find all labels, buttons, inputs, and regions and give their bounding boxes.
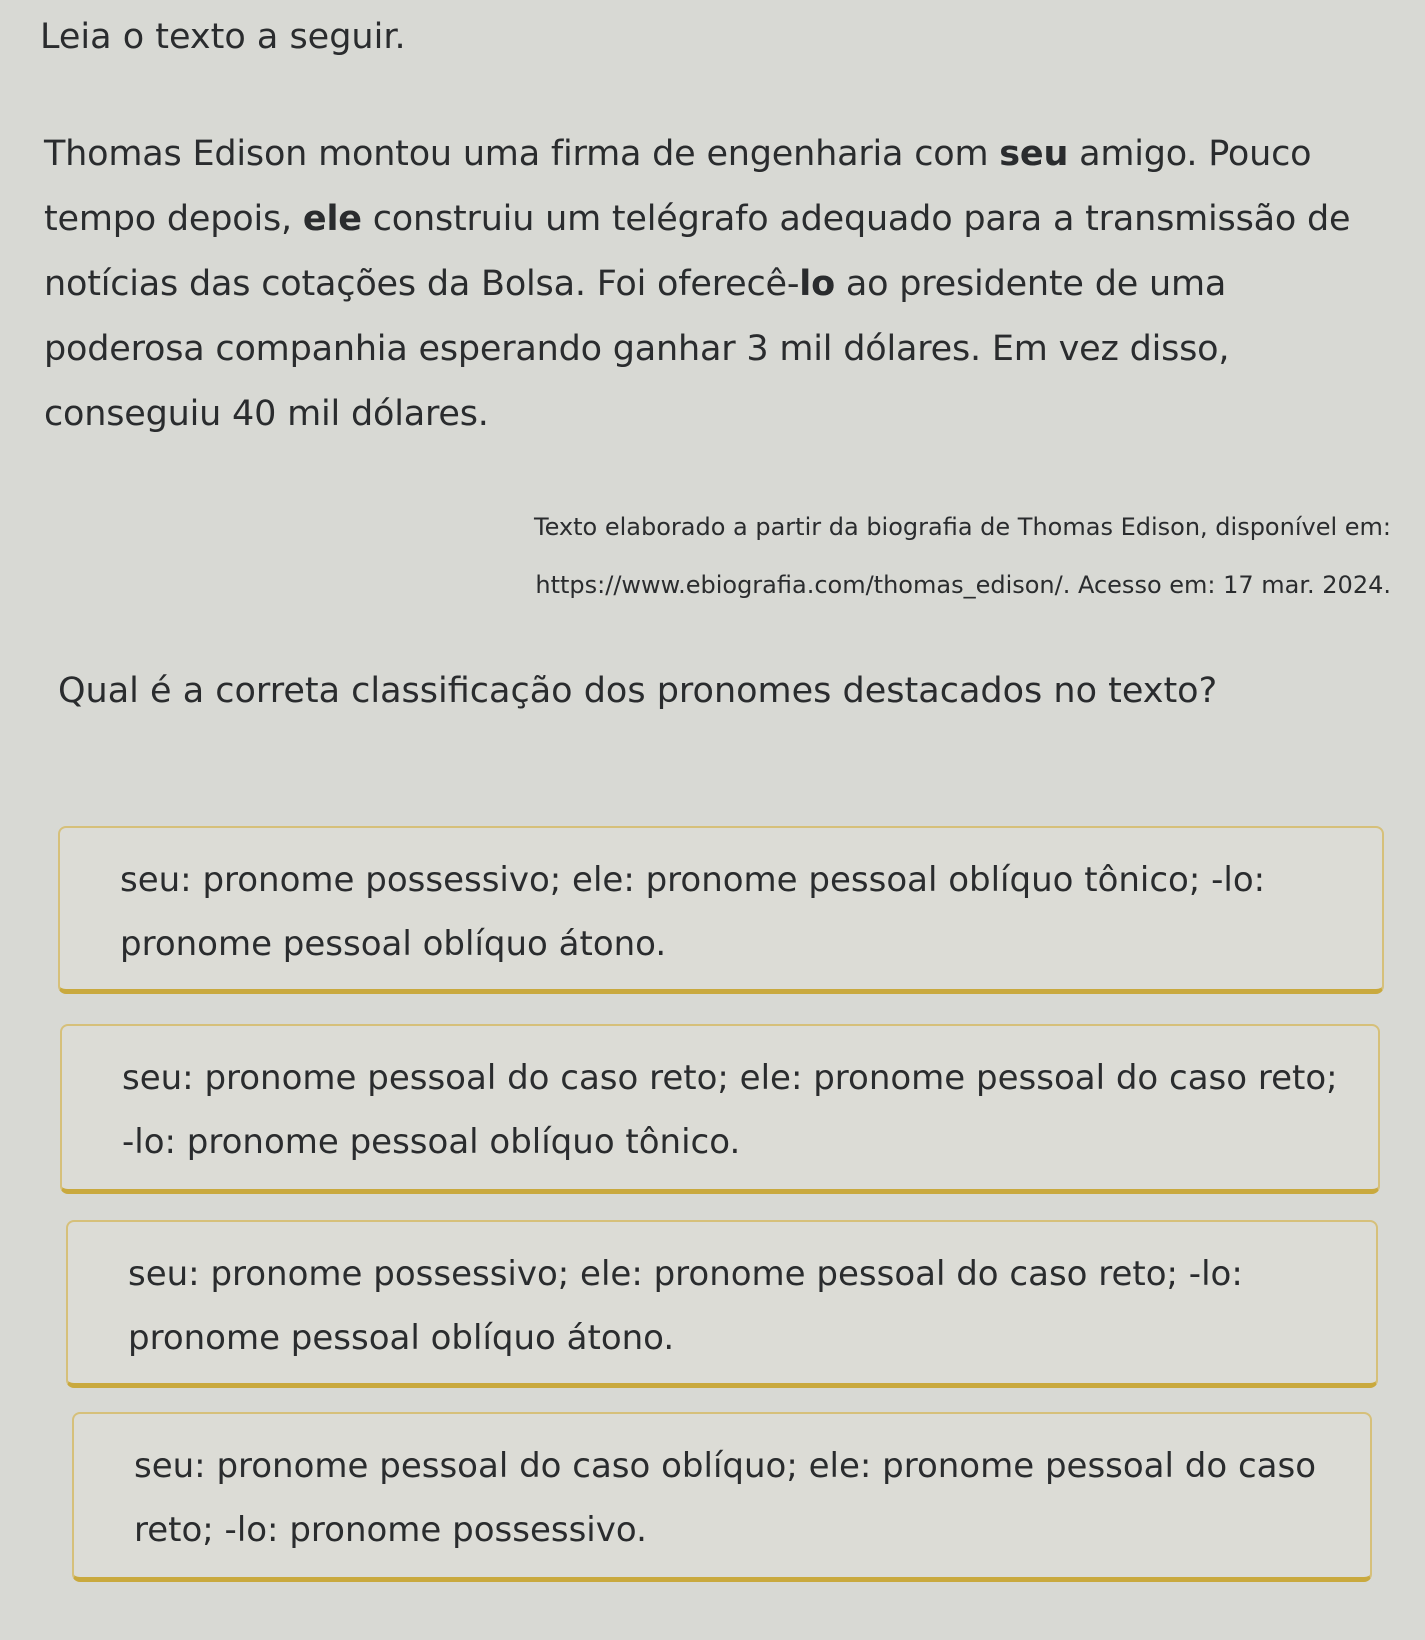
passage-text: Pouco tempo depois, bbox=[44, 134, 1312, 239]
source-url-line: https://www.ebiografia.com/thomas_edison/. Acesso em: 17 mar. 2024. bbox=[535, 571, 1391, 599]
highlighted-pronoun-seu: seu bbox=[999, 134, 1069, 174]
answer-option-2[interactable]: seu: pronome pessoal do caso reto; ele: pronome pessoal do caso reto; -lo: pronome pessoal oblíquo tônico. bbox=[60, 1024, 1380, 1194]
highlighted-pronoun-lo: lo bbox=[799, 264, 835, 304]
instruction-text: Leia o texto a seguir. bbox=[40, 17, 406, 57]
answer-option-1[interactable]: seu: pronome possessivo; ele: pronome pessoal oblíquo tônico; -lo: pronome pessoal oblíquo átono. bbox=[58, 826, 1384, 994]
passage-text: construiu um telégrafo adequado para a transmissão de notícias das cotações da Bolsa. Foi oferecê- bbox=[44, 199, 1351, 304]
passage-text: ao presidente de uma poderosa companhia esperando ganhar 3 mil dólares. Em vez disso, conseguiu 40 mil dólares. bbox=[44, 264, 1230, 434]
passage-text: amigo. bbox=[1068, 134, 1198, 174]
source-citation bbox=[391, 498, 1391, 614]
answer-option-3[interactable]: seu: pronome possessivo; ele: pronome pessoal do caso reto; -lo: pronome pessoal oblíquo átono. bbox=[66, 1220, 1378, 1388]
reading-passage bbox=[44, 122, 1374, 447]
answer-option-4[interactable]: seu: pronome pessoal do caso oblíquo; ele: pronome pessoal do caso reto; -lo: pronome possessivo. bbox=[72, 1412, 1372, 1582]
source-line: Texto elaborado a partir da biografia de Thomas Edison, disponível em: bbox=[534, 513, 1391, 541]
question-text: Qual é a correta classificação dos pronomes destacados no texto? bbox=[58, 671, 1218, 711]
passage-text: Thomas Edison montou uma firma de engenharia com bbox=[44, 134, 1000, 174]
highlighted-pronoun-ele: ele bbox=[302, 199, 362, 239]
